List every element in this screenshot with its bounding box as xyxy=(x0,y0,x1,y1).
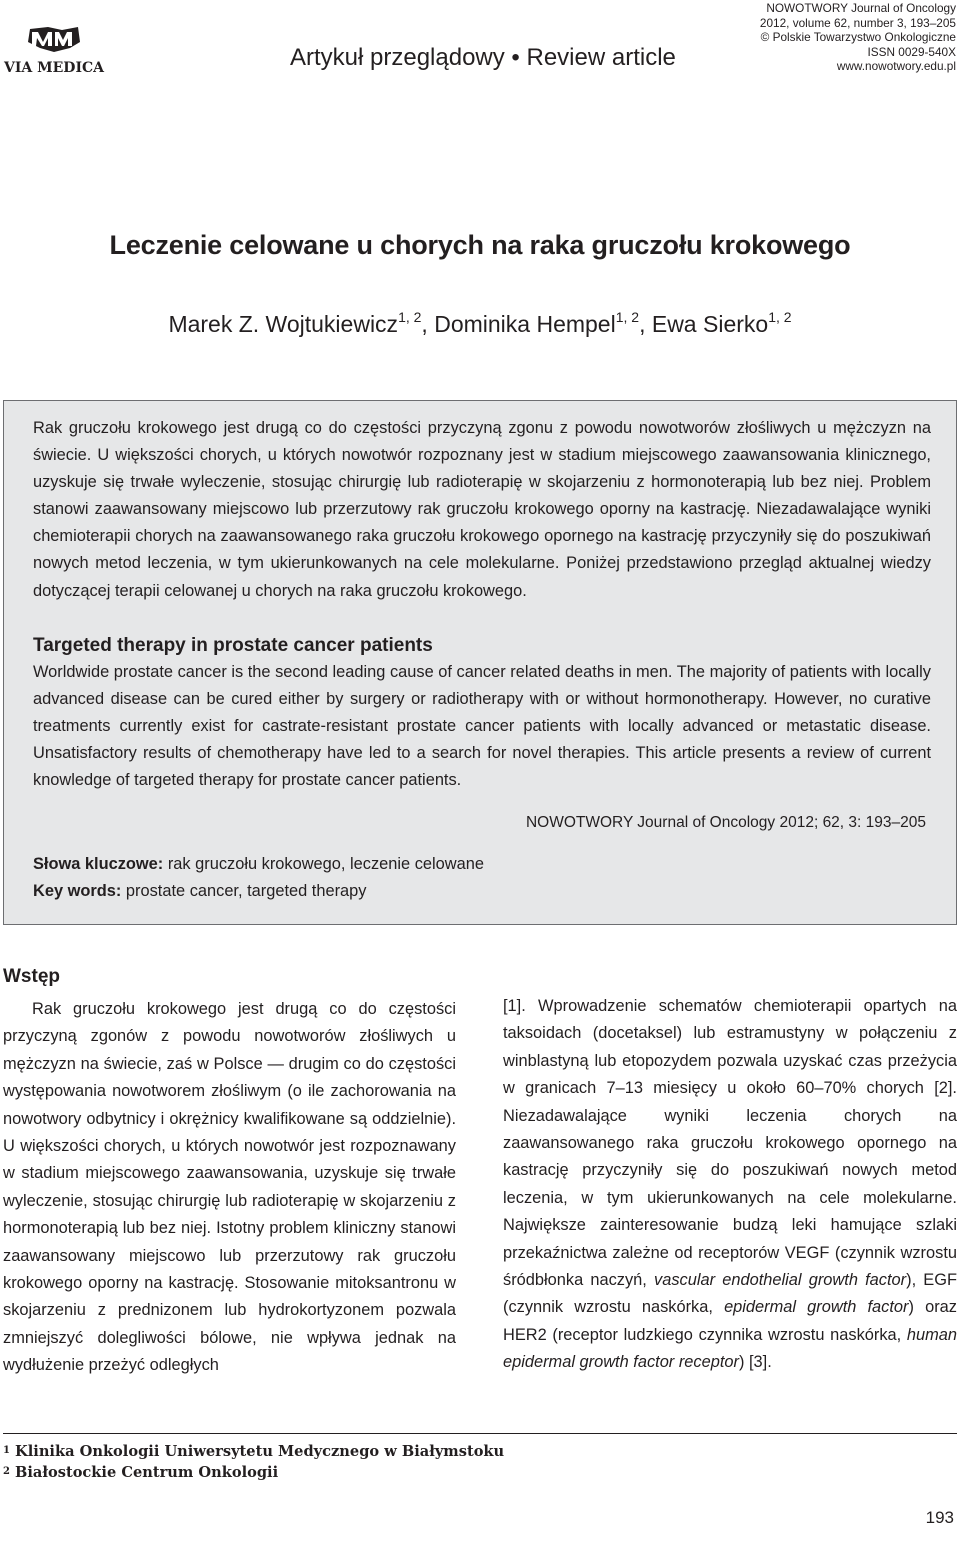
journal-volume: 2012, volume 62, number 3, 193–205 xyxy=(759,15,956,30)
intro-text: ), EGF (czynnik wzrostu naskórka, xyxy=(503,1271,957,1317)
via-medica-logo xyxy=(0,26,108,78)
keywords xyxy=(33,851,484,905)
intro-text: ) oraz HER2 (receptor ludzkiego czynnika wzrostu naskórka, xyxy=(503,1298,957,1344)
affiliations xyxy=(3,1441,504,1483)
abstract-polish: Rak gruczołu krokowego jest drugą co do częstości przyczyną zgonu z powodu nowotworów złośliwych u mężczyzn na świecie. U większości chorych, u których nowotwór rozpoznany jest w stadium miejscowego zaawansowania klinicznego, uzyskuje się trwałe wyleczenie, stosując chirurgię lub radioterapię w skojarzeniu z hormonoterapią lub bez niej. Problem stanowi zaawansowany miejscowo lub przerzutowy rak gruczołu krokowego oporny na kastrację. Niezadawalające wyniki chemioterapii chorych na zaawansowanego raka gruczołu krokowego opornego na kastrację przyczyniły się do poszukiwań nowych metod leczenia, w tym ukierunkowanych na cele molekularne. Poniżej przedstawiono przegląd aktualnej wiedzy dotyczącej terapii celowanej u chorych na raka gruczołu krokowego. xyxy=(33,419,931,600)
author-affiliation: 1, 2 xyxy=(398,309,422,325)
author-name: Ewa Sierko xyxy=(651,311,769,337)
abstract-box xyxy=(3,400,957,925)
journal-url[interactable]: www.nowotwory.edu.pl xyxy=(836,59,956,74)
abstract-english: Worldwide prostate cancer is the second leading cause of cancer related deaths in men. The majority of patients with locally advanced disease can be cured either by surgery or radiotherapy with or without hormonotherapy. However, no curative treatments currently exist for castrate-resistant prostate cancer patients with locally advanced or metastatic disease. Unsatisfactory results of chemotherapy have led to a search for novel therapies. This article presents a review of current knowledge of targeted therapy for prostate cancer patients. xyxy=(33,663,931,790)
keywords-polish-label: Słowa kluczowe: xyxy=(33,855,164,873)
affiliation-text: Białostockie Centrum Onkologii xyxy=(9,1464,279,1481)
keywords-english xyxy=(33,878,484,905)
term-english: vascular endothelial growth factor xyxy=(654,1271,907,1290)
affiliation-number: 1 xyxy=(3,1445,10,1456)
affiliation-number: 2 xyxy=(3,1466,10,1477)
author-affiliation: 1, 2 xyxy=(768,309,792,325)
term-english: epidermal growth factor xyxy=(724,1298,909,1317)
journal-copyright: © Polskie Towarzystwo Onkologiczne xyxy=(760,30,956,45)
author-name: Marek Z. Wojtukiewicz xyxy=(168,311,399,337)
abstract-english-title: Targeted therapy in prostate cancer patients xyxy=(33,635,433,656)
term-english: human epidermal growth factor receptor xyxy=(503,1325,957,1372)
footnote-divider xyxy=(3,1433,957,1434)
author-name: Dominika Hempel xyxy=(434,311,616,337)
affiliation-2 xyxy=(3,1462,504,1483)
keywords-polish xyxy=(33,851,484,878)
logo-emblem xyxy=(0,26,108,78)
article-title: Leczenie celowane u chorych na raka gruczołu krokowego xyxy=(109,230,851,260)
logo-text: VIA MEDICA xyxy=(3,60,105,76)
intro-text: ) [3]. xyxy=(738,1353,772,1372)
journal-info xyxy=(760,1,956,74)
keywords-english-value: prostate cancer, targeted therapy xyxy=(125,882,367,900)
journal-issn: ISSN 0029-540X xyxy=(867,44,956,59)
affiliation-1 xyxy=(3,1441,504,1462)
keywords-english-label: Key words: xyxy=(33,882,122,900)
intro-column-left: Rak gruczołu krokowego jest drugą co do częstości przyczyną zgonów z powodu nowotworów złośliwych u mężczyzn na świecie, zaś w Polsce — drugim co do częstości występowania nowotworem złośliwym (o ile zachorowania na nowotwory odbytnicy i okrężnicy kwalifikowane są oddzielnie). U większości chorych, u których nowotwór jest rozpoznawany w stadium miejscowego zaawansowania, uzyskuje się trwałe wyleczenie, stosując chirurgię lub radioterapię w skojarzeniu z hormonoterapią lub bez niej. Istotny problem kliniczny stanowi zaawansowany miejscowo lub przerzutowy rak gruczołu krokowego oporny na kastrację. Stosowanie mitoksantronu w skojarzeniu z prednizonem lub hydrokortyzonem pozwala zmniejszyć dolegliwości bólowe, nie wpływa jednak na wydłużenie przeżyć odległych xyxy=(3,1000,456,1375)
intro-text: [1]. Wprowadzenie schematów chemioterapii opartych na taksoidach (docetaksel) lub estramustyny w połączeniu z winblastyną lub etopozydem pozwala uzyskać czas przeżycia w granicach 7–13 miesięcy u około 60–70% chorych [2]. Niezadawalające wyniki leczenia chorych na zaawansowanego raka gruczołu krokowego opornego na kastrację przyczyniły się do poszukiwań nowych metod leczenia, w tym ukierunkowanych na cele molekularne. Największe zainteresowanie budzą leki hamujące szlaki przekaźnictwa zależne od receptorów VEGF (czynnik wzrostu śródbłonka naczyń, xyxy=(503,997,957,1290)
article-type: Artykuł przeglądowy • Review article xyxy=(290,44,676,71)
journal-name: NOWOTWORY Journal of Oncology xyxy=(766,1,956,15)
keywords-polish-value: rak gruczołu krokowego, leczenie celowane xyxy=(167,855,484,873)
section-heading-intro: Wstęp xyxy=(3,966,60,987)
author-affiliation: 1, 2 xyxy=(615,309,640,325)
author-list: Marek Z. Wojtukiewicz$^{1, 2}$, Dominika Hempel$^{1, 2}$, Ewa Sierko$^{1, 2}$ xyxy=(168,309,792,337)
intro-column-right xyxy=(503,993,957,1377)
affiliation-text: Klinika Onkologii Uniwersytetu Medycznego w Białymstoku xyxy=(9,1443,505,1460)
page-number: 193 xyxy=(925,1508,954,1527)
journal-citation: NOWOTWORY Journal of Oncology 2012; 62, 3: 193–205 xyxy=(525,814,926,831)
